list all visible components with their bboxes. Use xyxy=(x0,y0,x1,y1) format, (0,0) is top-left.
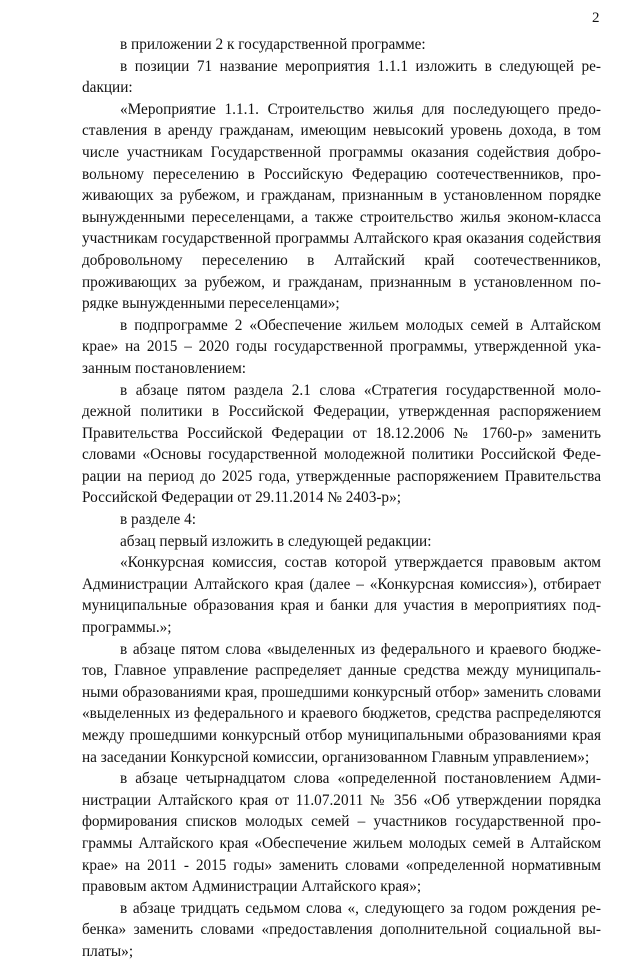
paragraph-fifth-abzac: в абзаце пятом слова «выделенных из федерального и краевого бюджетов, Главное управление распределяет данные средства между муниципальными образованиями края, прошедшими конкурсный отбор» заменить словами «выделенных из федерального и краевого бюджетов, средства распределяются между прошедшими конкурсный отбор муниципальными образованиями края на заседании Конкурсной комиссии, организованном Главным управлением»; xyxy=(82,640,601,766)
paragraph-appendix-2: в приложении 2 к государственной программе: xyxy=(120,36,426,53)
paragraph-contest-commission: «Конкурсная комиссия, состав которой утверждается правовым актом Администрации Алтайского края (далее – «Конкурсная комиссия»), отбирает муниципальные образования края и банки для участия в мероприятиях подпрограммы.»; xyxy=(82,554,601,637)
paragraph-position-71: в позиции 71 название мероприятия 1.1.1 изложить в следующей реdакции: xyxy=(82,57,601,97)
document-body xyxy=(82,34,601,963)
paragraph-subprogram-2: в подпрограмме 2 «Обеспечение жильем молодых семей в Алтайском крае» на 2015 – 2020 годы государственной программы, утвержденной указанным постановлением: xyxy=(82,316,601,377)
paragraph-section-4: в разделе 4: xyxy=(120,511,196,529)
paragraph-section-2-1: в абзаце пятом раздела 2.1 слова «Стратегия государственной молодежной политики в Российской Федерации, утвержденная распоряжением Правительства Российской Федерации от 18.12.2006 № 1760-р» заменить словами «Основы государственной молодежной политики Российской Федерации на период до 2025 года, утвержденные распоряжением Правительства Российской Федерации от 29.11.2014 № 2403-р»; xyxy=(82,381,601,507)
paragraph-fourteenth-abzac: в абзаце четырнадцатом слова «определенной постановлением Администрации Алтайского края от 11.07.2011 № 356 «Об утверждении порядка формирования списков молодых семей – участников государственной программы Алтайского края «Обеспечение жильем молодых семей в Алтайском крае» на 2011 - 2015 годы» заменить словами «определенной нормативным правовым актом Администрации Алтайского края»; xyxy=(82,770,601,896)
paragraph-measure-1-1-1: «Мероприятие 1.1.1. Строительство жилья для последующего предоставления в аренду гражданам, имеющим невысокий уровень дохода, в том числе участникам Государственной программы оказания содействия добровольному переселению в Российскую Федерацию соотечественников, проживающих за рубежом, и гражданам, признанным в установленном порядке вынужденными переселенцами, а также строительство жилья эконом-класса участникам государственной программы Алтайского края оказания содействия добровольному переселению в Алтайский край соотечественников, проживающих за рубежом, и гражданам, признанным в установленном порядке вынужденными переселенцами»; xyxy=(82,100,601,313)
paragraph-thirty-seventh-abzac: в абзаце тридцать седьмом слова «, следующего за годом рождения ребенка» заменить словами «предоставления дополнительной социальной выплаты»; xyxy=(82,899,601,960)
paragraph-first-abzac: абзац первый изложить в следующей редакции: xyxy=(120,532,432,550)
page-number: 2 xyxy=(592,10,600,26)
